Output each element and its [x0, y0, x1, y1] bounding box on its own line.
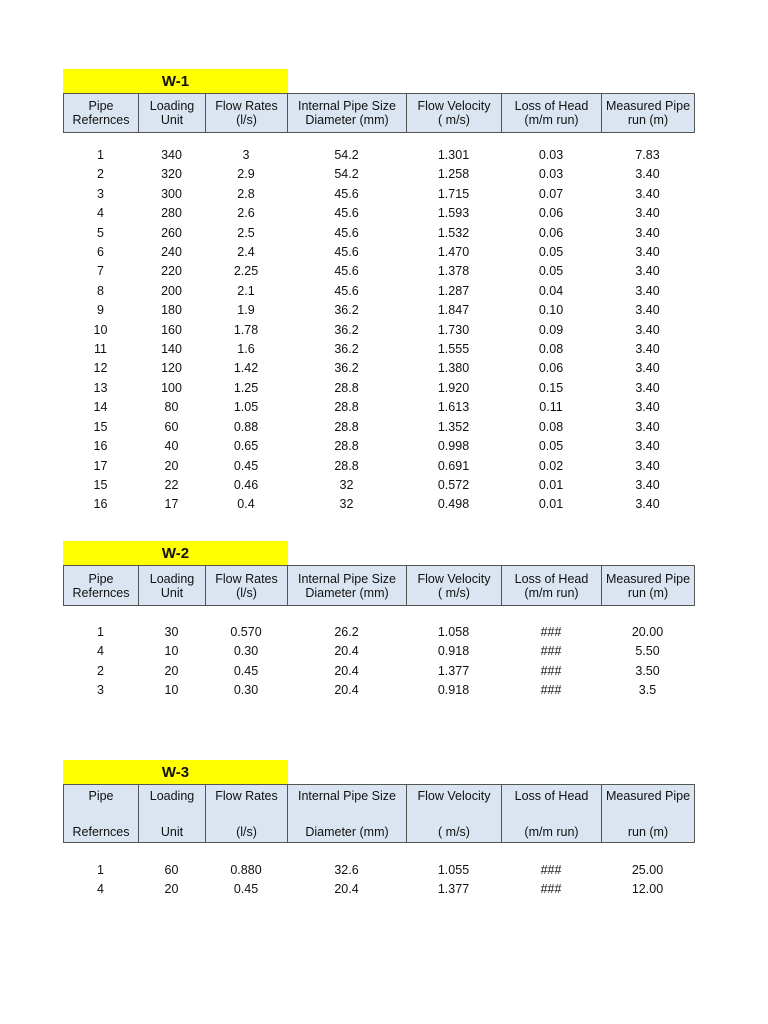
header-flow-velocity — [407, 94, 502, 133]
measured-pipe-run-cell: 3.40 — [635, 245, 660, 260]
table-row — [63, 301, 694, 320]
flow-velocity-cell: 1.258 — [437, 167, 470, 182]
section-title: W-2 — [63, 541, 288, 565]
internal-diameter-cell: 45.6 — [334, 264, 359, 279]
pipe-reference-cell: 11 — [94, 342, 107, 357]
table-row — [63, 623, 694, 642]
flow-rate-cell: 0.65 — [233, 439, 259, 454]
loss-of-head-cell: 0.06 — [538, 225, 564, 240]
header-line: Refernces — [72, 113, 130, 127]
table-row — [63, 495, 694, 514]
header-flow-velocity — [407, 566, 502, 606]
header-line: Measured Pipe — [605, 571, 691, 586]
internal-diameter-cell: 32.6 — [334, 863, 359, 877]
header-loading-unit — [139, 566, 206, 606]
flow-velocity-cell: 1.730 — [437, 322, 470, 337]
loading-unit-cell: 17 — [164, 497, 179, 512]
header-line: Loss of Head — [514, 788, 589, 803]
pipe-reference-cell: 4 — [97, 644, 104, 659]
table-row — [63, 185, 694, 204]
pipe-reference-cell: 9 — [97, 303, 104, 318]
table-row — [63, 457, 694, 476]
pipe-reference-cell: 16 — [93, 439, 108, 454]
pipe-reference-cell: 3 — [97, 186, 104, 201]
table-row — [63, 204, 694, 223]
header-pipe-reference — [64, 566, 139, 606]
flow-velocity-cell: 0.918 — [437, 644, 470, 659]
flow-velocity-cell: 1.301 — [437, 148, 470, 162]
table-row — [63, 282, 694, 301]
table-row — [63, 340, 694, 359]
measured-pipe-run-cell: 7.83 — [635, 148, 660, 162]
pipe-reference-cell: 12 — [93, 361, 108, 376]
loss-of-head-cell: 0.03 — [538, 148, 564, 162]
header-line: Loss of Head — [514, 99, 589, 113]
loss-of-head-cell: 0.03 — [538, 167, 564, 182]
section-w1 — [63, 69, 694, 515]
internal-diameter-cell: 28.8 — [334, 419, 359, 434]
flow-rate-cell: 2.5 — [237, 225, 255, 240]
loading-unit-cell: 320 — [161, 167, 182, 182]
measured-pipe-run-cell: 3.40 — [635, 380, 660, 395]
table-row — [63, 379, 694, 398]
header-line: Pipe — [88, 788, 114, 803]
loss-of-head-cell: ### — [540, 644, 562, 659]
header-line: Refernces — [72, 824, 130, 839]
loading-unit-cell: 40 — [164, 439, 179, 454]
header-line: run (m) — [627, 585, 669, 600]
measured-pipe-run-cell: 12.00 — [631, 882, 664, 897]
measured-pipe-run-cell: 3.40 — [635, 283, 660, 298]
header-line: Unit — [160, 824, 184, 839]
measured-pipe-run-cell: 20.00 — [631, 625, 664, 639]
data-table — [63, 861, 694, 900]
data-table — [63, 146, 694, 515]
internal-diameter-cell: 28.8 — [334, 458, 359, 473]
header-internal-diameter — [288, 94, 407, 133]
table-row — [63, 146, 694, 165]
header-line: run (m) — [627, 824, 669, 839]
header-line: (l/s) — [236, 585, 257, 600]
header-table — [63, 565, 695, 606]
table-row — [63, 662, 694, 681]
measured-pipe-run-cell: 3.40 — [635, 361, 660, 376]
flow-rate-cell: 2.25 — [233, 264, 259, 279]
loading-unit-cell: 180 — [161, 303, 182, 318]
table-row — [63, 418, 694, 437]
flow-velocity-cell: 0.572 — [437, 477, 470, 492]
pipe-reference-cell: 2 — [97, 167, 104, 182]
flow-rate-cell: 0.4 — [237, 497, 255, 512]
loss-of-head-cell: 0.07 — [538, 186, 564, 201]
flow-velocity-cell: 1.377 — [437, 663, 470, 678]
flow-rate-cell: 1.42 — [233, 361, 259, 376]
header-line: Loading — [149, 788, 195, 803]
loss-of-head-cell: 0.01 — [538, 477, 564, 492]
pipe-reference-cell: 10 — [93, 322, 108, 337]
header-line: Flow Rates — [215, 788, 278, 803]
pipe-reference-cell: 6 — [97, 245, 104, 260]
pipe-reference-cell: 15 — [93, 477, 108, 492]
header-line: Diameter (mm) — [305, 585, 389, 600]
header-line: Internal Pipe Size — [298, 571, 396, 586]
loss-of-head-cell: ### — [540, 882, 562, 897]
flow-rate-cell: 1.78 — [233, 322, 259, 337]
flow-rate-cell: 0.30 — [233, 644, 259, 659]
header-pipe-reference — [64, 94, 139, 133]
flow-velocity-cell: 1.378 — [437, 264, 470, 279]
header-flow-rate — [206, 94, 288, 133]
header-loading-unit — [139, 785, 206, 843]
internal-diameter-cell: 32 — [339, 477, 354, 492]
header-line: Pipe — [88, 99, 114, 113]
section-w3 — [63, 760, 694, 900]
header-internal-diameter — [288, 785, 407, 843]
internal-diameter-cell: 26.2 — [334, 625, 359, 639]
internal-diameter-cell: 54.2 — [334, 148, 359, 162]
internal-diameter-cell: 36.2 — [334, 342, 359, 357]
loss-of-head-cell: 0.06 — [538, 361, 564, 376]
measured-pipe-run-cell: 3.40 — [635, 225, 660, 240]
loading-unit-cell: 10 — [164, 644, 179, 659]
table-row — [63, 165, 694, 184]
table-row — [63, 359, 694, 378]
loading-unit-cell: 60 — [164, 419, 179, 434]
loading-unit-cell: 300 — [161, 186, 182, 201]
flow-velocity-cell: 1.380 — [437, 361, 470, 376]
table-row — [63, 880, 694, 899]
loading-unit-cell: 280 — [161, 206, 182, 221]
measured-pipe-run-cell: 3.40 — [635, 303, 660, 318]
flow-rate-cell: 1.6 — [237, 342, 255, 357]
header-line: (m/m run) — [524, 585, 579, 600]
loss-of-head-cell: 0.08 — [538, 342, 564, 357]
header-line: Internal Pipe Size — [298, 99, 396, 113]
flow-rate-cell: 0.30 — [233, 683, 259, 698]
flow-velocity-cell: 1.613 — [437, 400, 470, 415]
header-loss-of-head — [502, 94, 602, 133]
header-internal-diameter — [288, 566, 407, 606]
flow-velocity-cell: 0.691 — [437, 458, 470, 473]
loss-of-head-cell: ### — [540, 863, 562, 877]
table-row — [63, 262, 694, 281]
header-line: ( m/s) — [438, 585, 470, 600]
loading-unit-cell: 20 — [164, 882, 179, 897]
loading-unit-cell: 340 — [161, 148, 182, 162]
header-loading-unit — [139, 94, 206, 133]
flow-velocity-cell: 1.555 — [437, 342, 470, 357]
loading-unit-cell: 80 — [164, 400, 179, 415]
flow-velocity-cell: 1.593 — [437, 206, 470, 221]
header-line: Diameter (mm) — [305, 824, 389, 839]
loss-of-head-cell: 0.05 — [538, 245, 564, 260]
pipe-reference-cell: 1 — [97, 863, 104, 877]
loss-of-head-cell: 0.06 — [538, 206, 564, 221]
flow-velocity-cell: 1.352 — [437, 419, 470, 434]
header-measured-pipe-run — [602, 94, 695, 133]
flow-rate-cell: 0.45 — [233, 458, 259, 473]
internal-diameter-cell: 36.2 — [334, 361, 359, 376]
internal-diameter-cell: 45.6 — [334, 186, 359, 201]
flow-rate-cell: 0.46 — [233, 477, 259, 492]
header-line: Flow Velocity — [417, 571, 491, 586]
flow-rate-cell: 2.8 — [237, 186, 255, 201]
internal-diameter-cell: 20.4 — [334, 644, 359, 659]
internal-diameter-cell: 28.8 — [334, 439, 359, 454]
flow-rate-cell: 0.880 — [230, 863, 262, 877]
measured-pipe-run-cell: 25.00 — [631, 863, 664, 877]
pipe-reference-cell: 7 — [97, 264, 104, 279]
loading-unit-cell: 220 — [161, 264, 182, 279]
flow-rate-cell: 0.45 — [233, 882, 259, 897]
loss-of-head-cell: 0.04 — [538, 283, 564, 298]
loading-unit-cell: 100 — [161, 380, 182, 395]
flow-rate-cell: 3 — [242, 148, 250, 162]
table-row — [63, 243, 694, 262]
loss-of-head-cell: 0.02 — [538, 458, 564, 473]
header-line: (l/s) — [236, 113, 257, 127]
flow-rate-cell: 2.1 — [237, 283, 255, 298]
measured-pipe-run-cell: 3.40 — [635, 477, 660, 492]
header-flow-rate — [206, 566, 288, 606]
internal-diameter-cell: 54.2 — [334, 167, 359, 182]
header-line: Flow Velocity — [417, 788, 491, 803]
table-row — [63, 681, 694, 700]
header-line: Measured Pipe — [605, 788, 691, 803]
loading-unit-cell: 120 — [161, 361, 182, 376]
header-measured-pipe-run — [602, 566, 695, 606]
loss-of-head-cell: 0.05 — [538, 264, 564, 279]
flow-rate-cell: 1.05 — [233, 400, 259, 415]
loading-unit-cell: 60 — [164, 863, 179, 877]
flow-velocity-cell: 0.498 — [437, 497, 470, 512]
loading-unit-cell: 240 — [161, 245, 182, 260]
measured-pipe-run-cell: 3.40 — [635, 206, 660, 221]
loading-unit-cell: 20 — [164, 663, 179, 678]
flow-rate-cell: 0.45 — [233, 663, 259, 678]
header-line: (m/m run) — [524, 113, 579, 127]
table-row — [63, 861, 694, 880]
header-line: Flow Rates — [215, 571, 278, 586]
internal-diameter-cell: 36.2 — [334, 303, 359, 318]
table-row — [63, 642, 694, 661]
internal-diameter-cell: 28.8 — [334, 400, 359, 415]
pipe-reference-cell: 3 — [97, 683, 104, 698]
loading-unit-cell: 22 — [164, 477, 179, 492]
loss-of-head-cell: ### — [540, 683, 562, 698]
header-line: Loss of Head — [514, 571, 589, 586]
table-row — [63, 398, 694, 417]
internal-diameter-cell: 20.4 — [334, 663, 359, 678]
pipe-reference-cell: 16 — [93, 497, 108, 512]
header-flow-velocity — [407, 785, 502, 843]
loss-of-head-cell: 0.01 — [538, 497, 564, 512]
measured-pipe-run-cell: 3.5 — [638, 683, 657, 698]
flow-rate-cell: 0.570 — [230, 625, 262, 639]
header-table — [63, 93, 695, 133]
measured-pipe-run-cell: 3.40 — [635, 439, 660, 454]
header-line: run (m) — [627, 113, 669, 127]
header-line: Pipe — [88, 571, 114, 586]
pipe-reference-cell: 4 — [97, 882, 104, 897]
internal-diameter-cell: 45.6 — [334, 225, 359, 240]
loading-unit-cell: 10 — [164, 683, 179, 698]
internal-diameter-cell: 20.4 — [334, 882, 359, 897]
measured-pipe-run-cell: 3.40 — [635, 167, 660, 182]
internal-diameter-cell: 32 — [339, 497, 354, 512]
pipe-reference-cell: 8 — [97, 283, 104, 298]
section-w2 — [63, 541, 694, 701]
pipe-reference-cell: 1 — [97, 148, 104, 162]
internal-diameter-cell: 20.4 — [334, 683, 359, 698]
internal-diameter-cell: 36.2 — [334, 322, 359, 337]
table-row — [63, 224, 694, 243]
flow-velocity-cell: 1.920 — [437, 380, 470, 395]
loading-unit-cell: 20 — [164, 458, 179, 473]
section-title: W-3 — [63, 760, 288, 784]
header-measured-pipe-run — [602, 785, 695, 843]
header-line: ( m/s) — [438, 824, 470, 839]
internal-diameter-cell: 45.6 — [334, 206, 359, 221]
pipe-reference-cell: 1 — [97, 625, 104, 639]
loss-of-head-cell: 0.05 — [538, 439, 564, 454]
flow-velocity-cell: 1.055 — [437, 863, 470, 877]
loading-unit-cell: 260 — [161, 225, 182, 240]
flow-velocity-cell: 0.918 — [437, 683, 470, 698]
measured-pipe-run-cell: 3.50 — [635, 663, 660, 678]
internal-diameter-cell: 45.6 — [334, 283, 359, 298]
header-line: (m/m run) — [524, 824, 579, 839]
flow-velocity-cell: 1.715 — [437, 186, 470, 201]
header-line: Loading — [149, 571, 195, 586]
header-line: Unit — [160, 585, 184, 600]
flow-velocity-cell: 1.287 — [437, 283, 470, 298]
loss-of-head-cell: 0.08 — [538, 419, 564, 434]
loss-of-head-cell: 0.15 — [538, 380, 564, 395]
loading-unit-cell: 200 — [161, 283, 182, 298]
pipe-reference-cell: 5 — [97, 225, 104, 240]
header-loss-of-head — [502, 566, 602, 606]
flow-rate-cell: 1.25 — [233, 380, 259, 395]
loss-of-head-cell: ### — [540, 625, 562, 639]
measured-pipe-run-cell: 3.40 — [635, 342, 660, 357]
header-loss-of-head — [502, 785, 602, 843]
loading-unit-cell: 160 — [161, 322, 182, 337]
measured-pipe-run-cell: 3.40 — [635, 419, 660, 434]
flow-velocity-cell: 1.377 — [437, 882, 470, 897]
table-row — [63, 437, 694, 456]
loss-of-head-cell: ### — [540, 663, 562, 678]
loading-unit-cell: 140 — [161, 342, 182, 357]
flow-velocity-cell: 1.847 — [437, 303, 470, 318]
flow-rate-cell: 2.6 — [237, 206, 255, 221]
header-line: Flow Velocity — [417, 99, 491, 113]
flow-velocity-cell: 0.998 — [437, 439, 470, 454]
loss-of-head-cell: 0.09 — [538, 322, 564, 337]
pipe-reference-cell: 2 — [97, 663, 104, 678]
measured-pipe-run-cell: 3.40 — [635, 400, 660, 415]
loss-of-head-cell: 0.10 — [538, 303, 564, 318]
header-line: Loading — [149, 99, 195, 113]
header-line: Internal Pipe Size — [298, 788, 396, 803]
internal-diameter-cell: 45.6 — [334, 245, 359, 260]
header-line: Measured Pipe — [605, 99, 691, 113]
header-line: Unit — [160, 113, 184, 127]
flow-velocity-cell: 1.532 — [437, 225, 470, 240]
table-row — [63, 321, 694, 340]
data-table — [63, 623, 694, 701]
header-flow-rate — [206, 785, 288, 843]
flow-rate-cell: 2.4 — [237, 245, 255, 260]
measured-pipe-run-cell: 5.50 — [635, 644, 660, 659]
flow-velocity-cell: 1.470 — [437, 245, 470, 260]
loading-unit-cell: 30 — [164, 625, 179, 639]
measured-pipe-run-cell: 3.40 — [635, 322, 660, 337]
header-line: Flow Rates — [215, 99, 278, 113]
measured-pipe-run-cell: 3.40 — [635, 264, 660, 279]
flow-velocity-cell: 1.058 — [437, 625, 470, 639]
header-table — [63, 784, 695, 843]
header-line: Diameter (mm) — [305, 113, 389, 127]
flow-rate-cell: 0.88 — [233, 419, 259, 434]
flow-rate-cell: 1.9 — [237, 303, 255, 318]
pipe-reference-cell: 14 — [93, 400, 108, 415]
pipe-reference-cell: 4 — [97, 206, 104, 221]
header-line: ( m/s) — [438, 113, 470, 127]
table-row — [63, 476, 694, 495]
measured-pipe-run-cell: 3.40 — [635, 458, 660, 473]
pipe-reference-cell: 17 — [93, 458, 108, 473]
pipe-reference-cell: 15 — [93, 419, 108, 434]
header-line: Refernces — [72, 585, 130, 600]
flow-rate-cell: 2.9 — [237, 167, 255, 182]
internal-diameter-cell: 28.8 — [334, 380, 359, 395]
section-title: W-1 — [63, 69, 288, 93]
header-line: (l/s) — [236, 824, 257, 839]
measured-pipe-run-cell: 3.40 — [635, 186, 660, 201]
header-pipe-reference — [64, 785, 139, 843]
measured-pipe-run-cell: 3.40 — [635, 497, 660, 512]
pipe-reference-cell: 13 — [93, 380, 108, 395]
loss-of-head-cell: 0.11 — [539, 400, 563, 415]
